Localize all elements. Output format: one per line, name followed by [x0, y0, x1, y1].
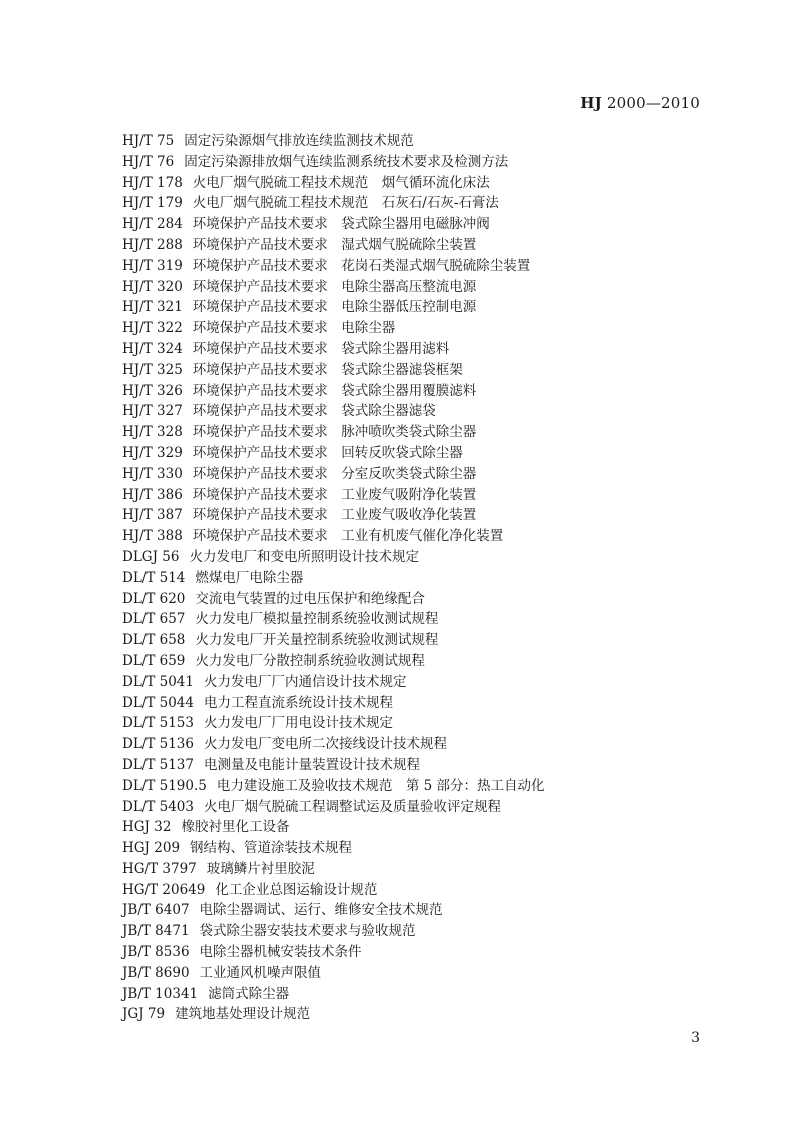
- reference-code: DL/T 5190.5: [122, 777, 207, 794]
- reference-title: 建筑地基处理设计规范: [175, 1006, 311, 1023]
- reference-code: HJ/T 388: [122, 528, 183, 545]
- reference-title: 火电厂烟气脱硫工程技术规范 石灰石/石灰-石膏法: [192, 195, 499, 212]
- reference-code: HJ/T 178: [122, 174, 183, 191]
- reference-item: [122, 152, 722, 173]
- reference-item: [122, 776, 722, 797]
- reference-title: 钢结构、管道涂装技术规程: [190, 840, 353, 857]
- reference-code: HJ/T 179: [122, 195, 183, 212]
- reference-code: HJ/T 284: [122, 216, 183, 233]
- reference-code: HJ/T 387: [122, 507, 183, 524]
- reference-title: 工业通风机噪声限值: [199, 964, 322, 981]
- reference-title: 火力发电厂和变电所照明设计技术规定: [189, 548, 419, 565]
- reference-code: HJ/T 329: [122, 444, 183, 461]
- reference-code: DL/T 659: [122, 652, 186, 669]
- reference-code: JGJ 79: [122, 1006, 166, 1023]
- reference-code: HG/T 20649: [122, 881, 206, 898]
- reference-title: 环境保护产品技术要求 工业废气吸附净化装置: [192, 486, 477, 503]
- reference-code: DL/T 657: [122, 611, 186, 628]
- reference-item: [122, 734, 722, 755]
- reference-code: DL/T 5044: [122, 694, 194, 711]
- reference-code: HJ/T 330: [122, 465, 183, 482]
- reference-item: [122, 256, 722, 277]
- standard-prefix: HJ: [580, 94, 602, 112]
- reference-code: DL/T 5041: [122, 673, 194, 690]
- reference-code: HJ/T 288: [122, 236, 183, 253]
- reference-item: [122, 297, 722, 318]
- reference-item: [122, 838, 722, 859]
- reference-title: 环境保护产品技术要求 袋式除尘器用滤料: [192, 340, 450, 357]
- reference-item: [122, 900, 722, 921]
- reference-title: 电除尘器调试、运行、维修安全技术规范: [199, 902, 443, 919]
- reference-title: 电力建设施工及验收技术规范 第 5 部分：热工自动化: [216, 777, 545, 794]
- reference-title: 火力发电厂厂内通信设计技术规定: [204, 673, 407, 690]
- reference-code: DL/T 514: [122, 569, 186, 586]
- reference-title: 环境保护产品技术要求 袋式除尘器滤袋框架: [192, 361, 463, 378]
- standard-number: 2000—2010: [601, 94, 700, 112]
- reference-title: 环境保护产品技术要求 袋式除尘器用电磁脉冲阀: [192, 216, 490, 233]
- reference-item: [122, 630, 722, 651]
- reference-item: [122, 360, 722, 381]
- reference-code: HJ/T 325: [122, 361, 183, 378]
- reference-code: DL/T 5403: [122, 798, 194, 815]
- reference-item: [122, 422, 722, 443]
- reference-title: 滤筒式除尘器: [208, 985, 290, 1002]
- reference-title: 环境保护产品技术要求 电除尘器低压控制电源: [192, 299, 477, 316]
- reference-code: DL/T 5136: [122, 736, 194, 753]
- reference-item: [122, 755, 722, 776]
- reference-code: HGJ 32: [122, 819, 172, 836]
- reference-title: 环境保护产品技术要求 工业有机废气催化净化装置: [192, 528, 504, 545]
- reference-code: DL/T 5137: [122, 756, 194, 773]
- reference-title: 火力发电厂模拟量控制系统验收测试规程: [195, 611, 439, 628]
- reference-title: 固定污染源烟气排放连续监测技术规范: [184, 133, 414, 149]
- reference-title: 火电厂烟气脱硫工程调整试运及质量验收评定规程: [204, 798, 501, 815]
- reference-code: JB/T 8690: [122, 964, 190, 981]
- reference-title: 火力发电厂厂用电设计技术规定: [204, 715, 393, 732]
- reference-code: DLGJ 56: [122, 548, 180, 565]
- reference-item: [122, 485, 722, 506]
- reference-code: JB/T 10341: [122, 985, 199, 1002]
- reference-item: [122, 131, 722, 152]
- reference-item: [122, 547, 722, 568]
- reference-title: 固定污染源排放烟气连续监测系统技术要求及检测方法: [184, 153, 509, 170]
- reference-item: [122, 1004, 722, 1025]
- reference-title: 电测量及电能计量装置设计技术规程: [204, 756, 420, 773]
- reference-item: [122, 173, 722, 194]
- reference-code: HGJ 209: [122, 840, 181, 857]
- reference-title: 化工企业总图运输设计规范: [215, 881, 378, 898]
- reference-item: [122, 651, 722, 672]
- reference-title: 火电厂烟气脱硫工程技术规范 烟气循环流化床法: [192, 174, 490, 191]
- normative-references-list: [122, 131, 722, 1025]
- reference-code: JB/T 8536: [122, 944, 190, 961]
- reference-item: [122, 963, 722, 984]
- reference-code: HJ/T 75: [122, 133, 175, 149]
- reference-code: HJ/T 319: [122, 257, 183, 274]
- reference-item: [122, 859, 722, 880]
- reference-title: 环境保护产品技术要求 电除尘器高压整流电源: [192, 278, 477, 295]
- reference-code: HJ/T 327: [122, 403, 183, 420]
- reference-code: DL/T 620: [122, 590, 186, 607]
- reference-title: 环境保护产品技术要求 工业废气吸收净化装置: [192, 507, 477, 524]
- reference-item: [122, 277, 722, 298]
- reference-title: 燃煤电厂电除尘器: [195, 569, 304, 586]
- reference-item: [122, 381, 722, 402]
- reference-item: [122, 505, 722, 526]
- reference-title: 环境保护产品技术要求 分室反吹类袋式除尘器: [192, 465, 477, 482]
- reference-item: [122, 797, 722, 818]
- reference-item: [122, 713, 722, 734]
- reference-code: HJ/T 328: [122, 424, 183, 441]
- reference-item: [122, 214, 722, 235]
- reference-title: 橡胶衬里化工设备: [181, 819, 290, 836]
- reference-title: 交流电气装置的过电压保护和绝缘配合: [195, 590, 425, 607]
- reference-item: [122, 817, 722, 838]
- reference-title: 环境保护产品技术要求 花岗石类湿式烟气脱硫除尘装置: [192, 257, 531, 274]
- reference-item: [122, 609, 722, 630]
- reference-item: [122, 942, 722, 963]
- reference-title: 火力发电厂开关量控制系统验收测试规程: [195, 632, 439, 649]
- reference-title: 火力发电厂分散控制系统验收测试规程: [195, 652, 425, 669]
- reference-item: [122, 235, 722, 256]
- reference-code: HJ/T 326: [122, 382, 183, 399]
- reference-item: [122, 526, 722, 547]
- reference-item: [122, 568, 722, 589]
- reference-title: 电力工程直流系统设计技术规程: [204, 694, 393, 711]
- reference-code: HJ/T 320: [122, 278, 183, 295]
- reference-item: [122, 880, 722, 901]
- reference-code: HJ/T 324: [122, 340, 183, 357]
- reference-code: HG/T 3797: [122, 860, 197, 877]
- reference-item: [122, 443, 722, 464]
- reference-title: 电除尘器机械安装技术条件: [199, 944, 362, 961]
- reference-title: 环境保护产品技术要求 湿式烟气脱硫除尘装置: [192, 236, 477, 253]
- running-header: [580, 94, 700, 112]
- reference-title: 火力发电厂变电所二次接线设计技术规程: [204, 736, 447, 753]
- reference-code: DL/T 5153: [122, 715, 194, 732]
- reference-code: HJ/T 76: [122, 153, 175, 170]
- reference-item: [122, 921, 722, 942]
- reference-title: 环境保护产品技术要求 袋式除尘器用覆膜滤料: [192, 382, 477, 399]
- reference-code: JB/T 6407: [122, 902, 190, 919]
- reference-title: 环境保护产品技术要求 袋式除尘器滤袋: [192, 403, 436, 420]
- reference-title: 环境保护产品技术要求 脉冲喷吹类袋式除尘器: [192, 424, 477, 441]
- page-number: 3: [691, 1030, 700, 1046]
- reference-item: [122, 339, 722, 360]
- reference-item: [122, 401, 722, 422]
- reference-code: HJ/T 386: [122, 486, 183, 503]
- reference-item: [122, 984, 722, 1005]
- reference-code: DL/T 658: [122, 632, 186, 649]
- reference-title: 环境保护产品技术要求 电除尘器: [192, 320, 396, 337]
- reference-code: HJ/T 321: [122, 299, 183, 316]
- reference-item: [122, 464, 722, 485]
- reference-code: JB/T 8471: [122, 923, 190, 940]
- reference-title: 袋式除尘器安装技术要求与验收规范: [199, 923, 416, 940]
- reference-title: 玻璃鳞片衬里胶泥: [206, 860, 315, 877]
- reference-title: 环境保护产品技术要求 回转反吹袋式除尘器: [192, 444, 463, 461]
- reference-item: [122, 318, 722, 339]
- reference-code: HJ/T 322: [122, 320, 183, 337]
- reference-item: [122, 693, 722, 714]
- reference-item: [122, 589, 722, 610]
- reference-item: [122, 672, 722, 693]
- reference-item: [122, 193, 722, 214]
